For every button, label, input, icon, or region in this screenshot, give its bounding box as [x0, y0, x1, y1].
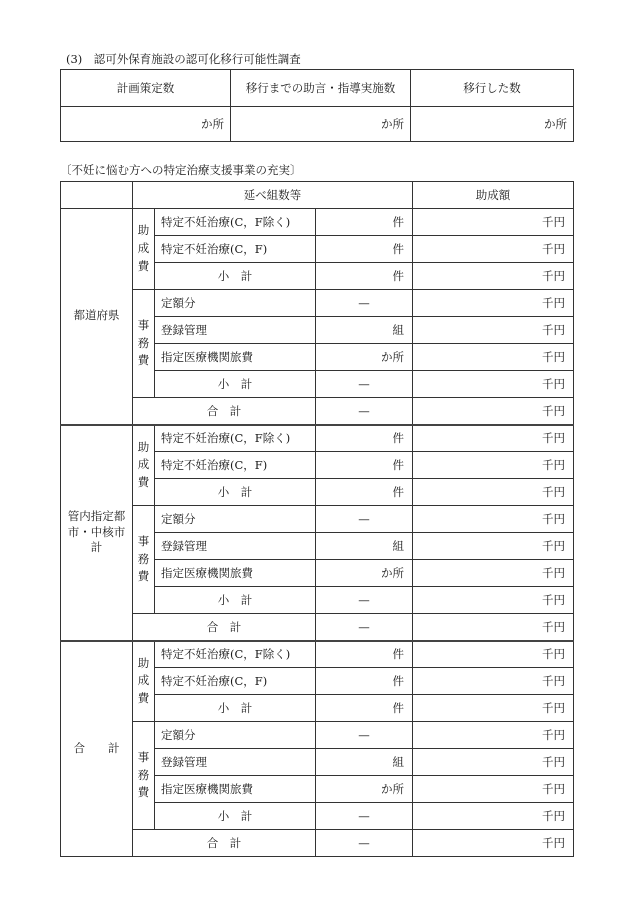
subsidy-label-text: 助成費: [137, 655, 150, 706]
count-unit: 件: [316, 209, 413, 236]
table-row: [61, 209, 574, 236]
table-row: [61, 641, 574, 668]
row-label: 特定不妊治療(C，F除く): [155, 425, 316, 452]
admin-label-text: 事務費: [137, 749, 150, 800]
subsidy-label: [133, 209, 155, 290]
count-unit: 件: [316, 236, 413, 263]
amount-unit: 千円: [413, 560, 574, 587]
row-label: 特定不妊治療(C，F): [155, 668, 316, 695]
table-row: [61, 506, 574, 533]
admin-label-text: 事務費: [137, 533, 150, 584]
count-unit: —: [316, 398, 413, 425]
value-guidance-count: か所: [231, 107, 411, 142]
row-label: 定額分: [155, 290, 316, 317]
count-unit: 件: [316, 263, 413, 290]
amount-unit: 千円: [413, 209, 574, 236]
row-label: 指定医療機関旅費: [155, 344, 316, 371]
section1-heading: (3) 認可外保育施設の認可化移行可能性調査: [66, 52, 301, 66]
amount-unit: 千円: [413, 533, 574, 560]
subsidy-label-text: 助成費: [137, 439, 150, 490]
subsidy-label: [133, 641, 155, 722]
count-unit: 件: [316, 668, 413, 695]
count-unit: 組: [316, 317, 413, 344]
row-label: 登録管理: [155, 533, 316, 560]
amount-unit: 千円: [413, 506, 574, 533]
amount-unit: 千円: [413, 290, 574, 317]
row-label-total: 合 計: [133, 398, 316, 425]
amount-unit: 千円: [413, 479, 574, 506]
row-label-total: 合 計: [133, 614, 316, 641]
group-name: 合 計: [61, 641, 133, 857]
amount-unit: 千円: [413, 803, 574, 830]
count-unit: 件: [316, 479, 413, 506]
table-row: [61, 830, 574, 857]
row-label: 定額分: [155, 722, 316, 749]
row-label: 指定医療機関旅費: [155, 560, 316, 587]
table-row: [61, 614, 574, 641]
count-unit: —: [316, 506, 413, 533]
amount-unit: 千円: [413, 722, 574, 749]
count-unit: か所: [316, 344, 413, 371]
group-name: 管内指定都市・中核市計: [61, 425, 133, 641]
amount-unit: 千円: [413, 425, 574, 452]
count-unit: —: [316, 371, 413, 398]
table-row: [61, 425, 574, 452]
amount-unit: 千円: [413, 452, 574, 479]
amount-unit: 千円: [413, 317, 574, 344]
amount-unit: 千円: [413, 344, 574, 371]
row-label: 定額分: [155, 506, 316, 533]
header-transition-count: 移行した数: [411, 70, 574, 107]
count-unit: 件: [316, 641, 413, 668]
value-plan-count: か所: [61, 107, 231, 142]
table-row: [61, 722, 574, 749]
subsidy-label: [133, 425, 155, 506]
table-row: [61, 398, 574, 425]
amount-unit: 千円: [413, 371, 574, 398]
row-label-total: 合 計: [133, 830, 316, 857]
count-unit: —: [316, 722, 413, 749]
count-unit: 件: [316, 452, 413, 479]
admin-label: [133, 290, 155, 398]
section2-heading: 〔不妊に悩む方への特定治療支援事業の充実〕: [60, 163, 302, 177]
fertility-support-table: [60, 181, 574, 857]
header-guidance-count: 移行までの助言・指導実施数: [231, 70, 411, 107]
amount-unit: 千円: [413, 614, 574, 641]
count-unit: —: [316, 587, 413, 614]
table-row: [61, 290, 574, 317]
row-label: 小 計: [155, 695, 316, 722]
row-label: 特定不妊治療(C，F): [155, 452, 316, 479]
amount-unit: 千円: [413, 587, 574, 614]
admin-label: [133, 722, 155, 830]
row-label: 小 計: [155, 371, 316, 398]
subsidy-label-text: 助成費: [137, 223, 150, 273]
count-unit: か所: [316, 776, 413, 803]
count-unit: 組: [316, 749, 413, 776]
row-label: 登録管理: [155, 317, 316, 344]
count-unit: —: [316, 803, 413, 830]
row-label: 特定不妊治療(C，F): [155, 236, 316, 263]
amount-unit: 千円: [413, 263, 574, 290]
row-label: 小 計: [155, 263, 316, 290]
count-unit: —: [316, 614, 413, 641]
amount-unit: 千円: [413, 398, 574, 425]
header-plan-count: 計画策定数: [61, 70, 231, 107]
amount-unit: 千円: [413, 695, 574, 722]
blank-header-cell: [61, 182, 133, 209]
admin-label: [133, 506, 155, 614]
amount-unit: 千円: [413, 668, 574, 695]
count-unit: 件: [316, 695, 413, 722]
amount-unit: 千円: [413, 641, 574, 668]
survey-table: [60, 69, 574, 142]
row-label: 登録管理: [155, 749, 316, 776]
row-label: 小 計: [155, 587, 316, 614]
count-unit: 組: [316, 533, 413, 560]
row-label: 小 計: [155, 479, 316, 506]
amount-unit: 千円: [413, 776, 574, 803]
header-count: 延べ組数等: [133, 182, 413, 209]
count-unit: —: [316, 830, 413, 857]
count-unit: 件: [316, 425, 413, 452]
amount-unit: 千円: [413, 749, 574, 776]
row-label: 小 計: [155, 803, 316, 830]
count-unit: か所: [316, 560, 413, 587]
group-name: 都道府県: [61, 209, 133, 425]
count-unit: —: [316, 290, 413, 317]
row-label: 特定不妊治療(C，F除く): [155, 641, 316, 668]
amount-unit: 千円: [413, 236, 574, 263]
value-transition-count: か所: [411, 107, 574, 142]
row-label: 指定医療機関旅費: [155, 776, 316, 803]
header-amount: 助成額: [413, 182, 574, 209]
amount-unit: 千円: [413, 830, 574, 857]
admin-label-text: 事務費: [137, 317, 150, 368]
row-label: 特定不妊治療(C，F除く): [155, 209, 316, 236]
